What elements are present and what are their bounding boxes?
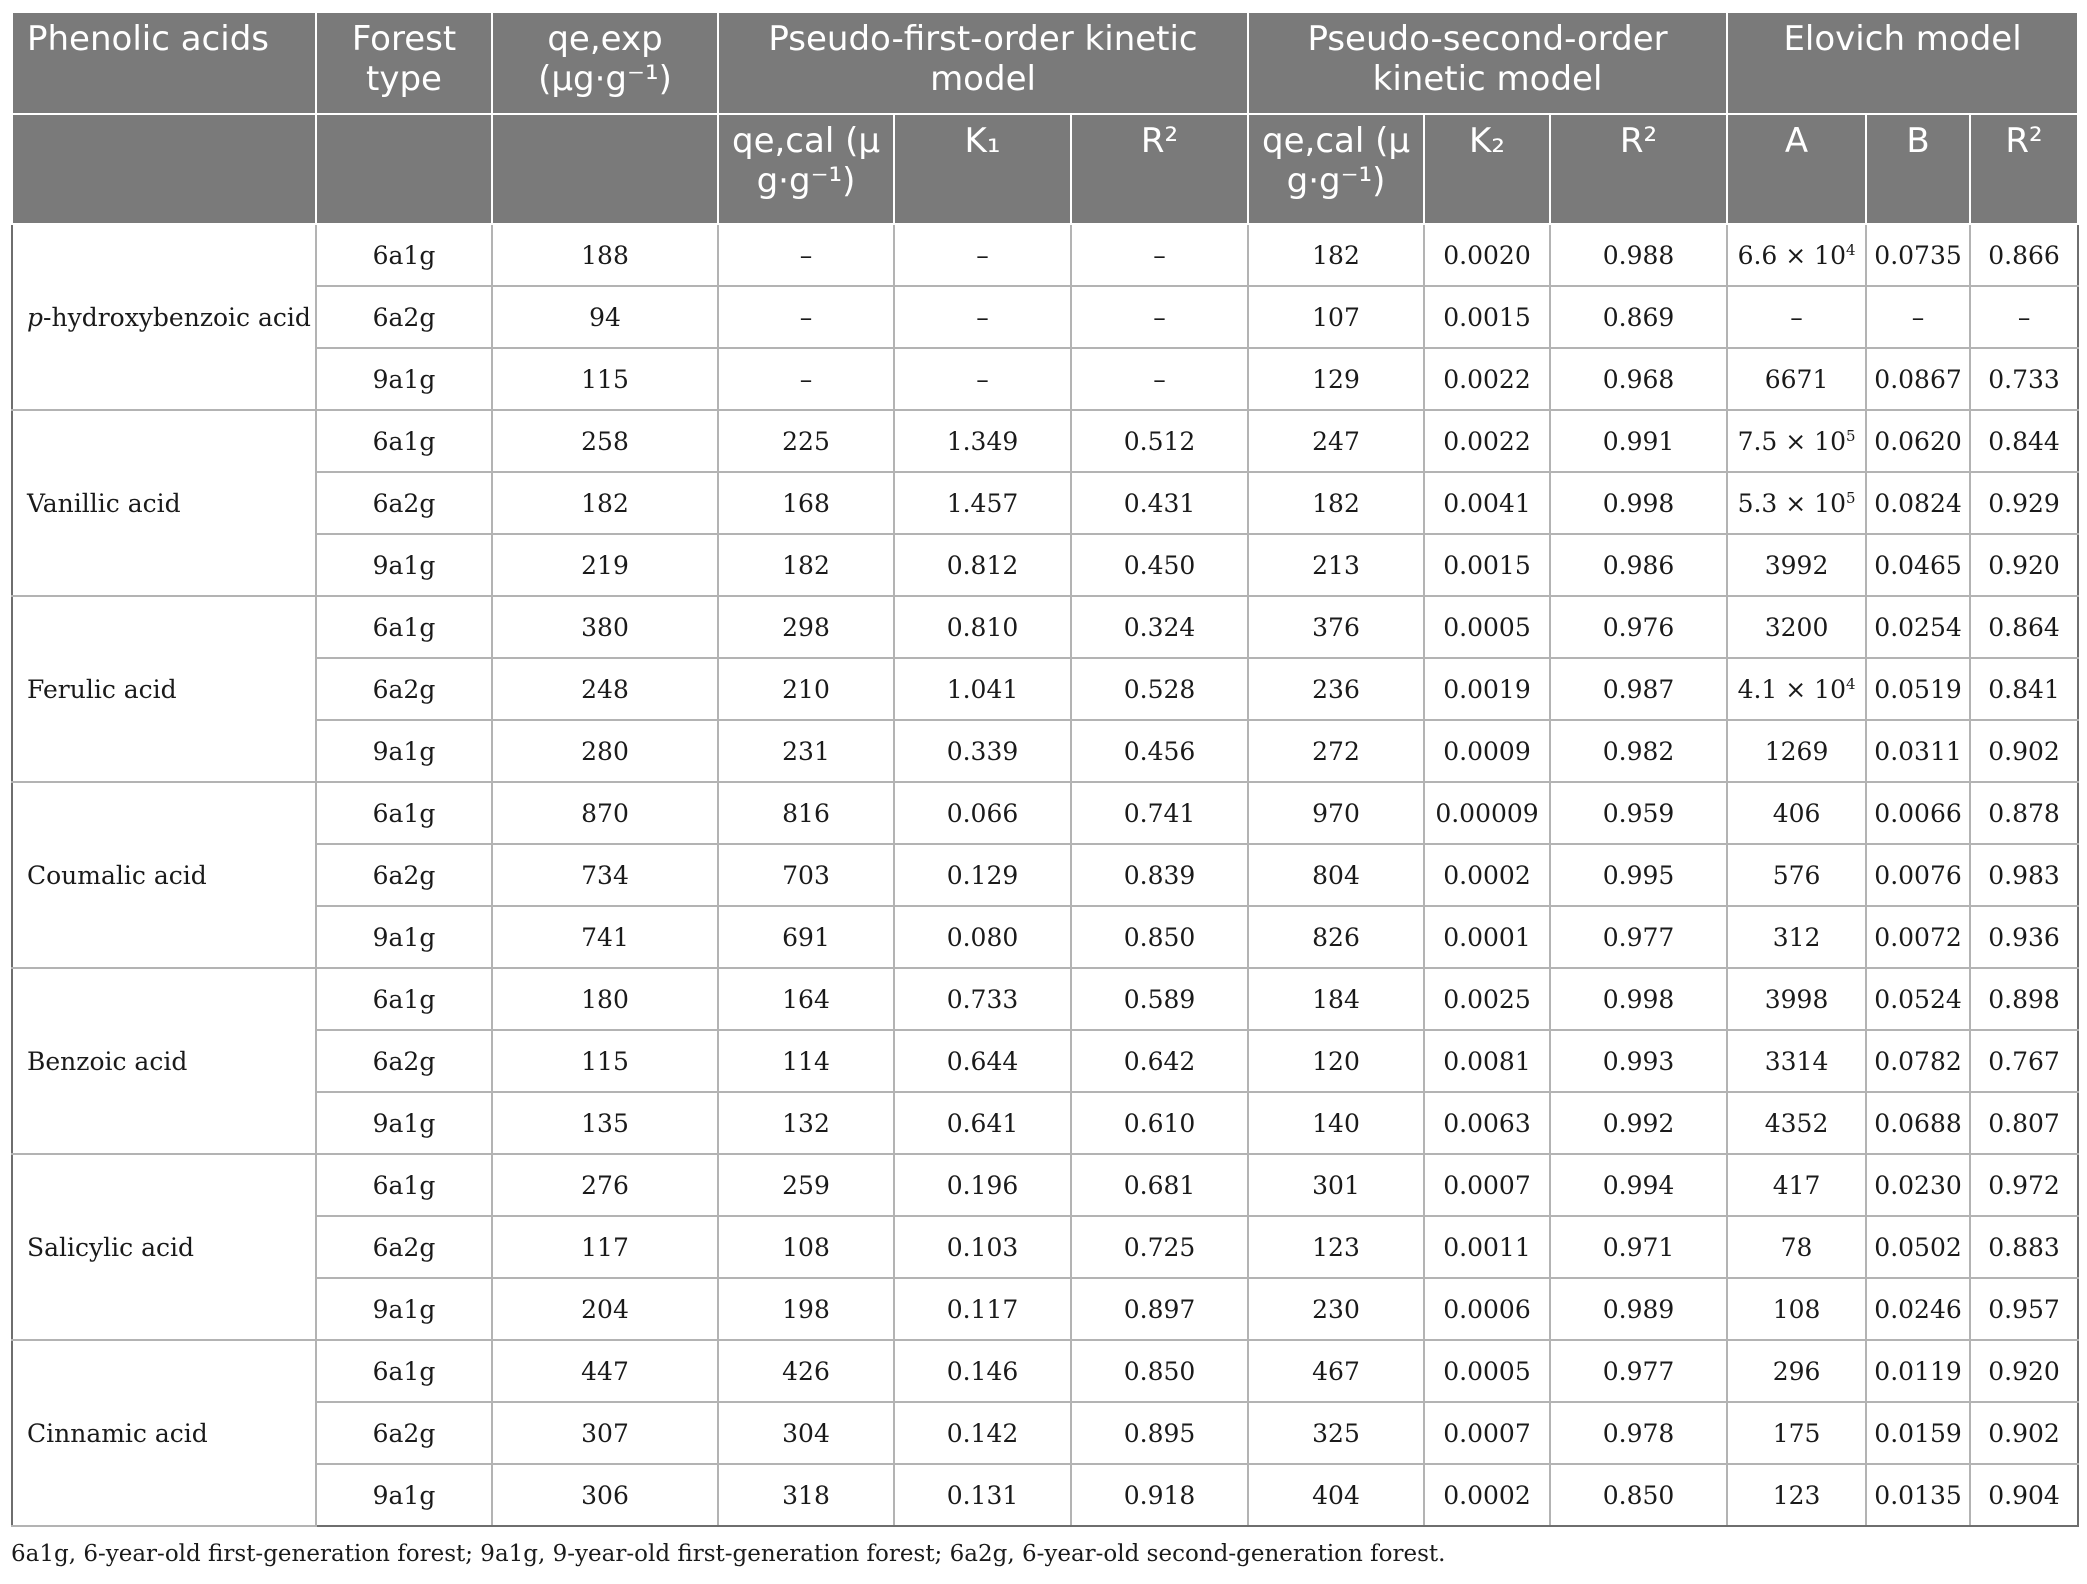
table-row xyxy=(12,1154,2078,1216)
cell-b: 0.0524 xyxy=(1866,968,1970,1030)
table-row xyxy=(12,720,2078,782)
cell-k1: 0.644 xyxy=(894,1030,1071,1092)
cell-qe-exp: 380 xyxy=(492,596,718,658)
cell-b: 0.0502 xyxy=(1866,1216,1970,1278)
cell-b: 0.0824 xyxy=(1866,472,1970,534)
cell-k1: 0.196 xyxy=(894,1154,1071,1216)
header-pso-r2: R² xyxy=(1550,114,1727,224)
cell-pso-qe: 826 xyxy=(1248,906,1424,968)
cell-el-r2: 0.878 xyxy=(1970,782,2078,844)
cell-qe-exp: 188 xyxy=(492,224,718,286)
cell-k1: 0.641 xyxy=(894,1092,1071,1154)
cell-a-exponent: 5 xyxy=(1845,426,1856,445)
cell-a-mantissa: 6.6 × 10 xyxy=(1737,240,1846,270)
cell-el-r2: 0.983 xyxy=(1970,844,2078,906)
cell-a: 406 xyxy=(1727,782,1866,844)
cell-pfo-qe: – xyxy=(718,224,894,286)
cell-k2: 0.0002 xyxy=(1424,844,1550,906)
cell-b: 0.0230 xyxy=(1866,1154,1970,1216)
header-pseudo-second-order: Pseudo-second-order kinetic model xyxy=(1248,12,1727,114)
cell-pfo-qe: 304 xyxy=(718,1402,894,1464)
cell-pfo-r2: 0.589 xyxy=(1071,968,1248,1030)
cell-a: 6671 xyxy=(1727,348,1866,410)
cell-pso-r2: 0.982 xyxy=(1550,720,1727,782)
cell-k2: 0.0007 xyxy=(1424,1154,1550,1216)
cell-el-r2: 0.807 xyxy=(1970,1092,2078,1154)
cell-pfo-qe: 132 xyxy=(718,1092,894,1154)
table-row xyxy=(12,410,2078,472)
cell-forest-type: 9a1g xyxy=(316,720,492,782)
header-qe-exp: qe,exp (μg·g⁻¹) xyxy=(492,12,718,114)
header-pfo-qe-cal: qe,cal (μ g·g⁻¹) xyxy=(718,114,894,224)
header-blank-1 xyxy=(12,114,316,224)
cell-pso-r2: 0.978 xyxy=(1550,1402,1727,1464)
cell-forest-type: 6a2g xyxy=(316,1402,492,1464)
cell-a-mantissa: 7.5 × 10 xyxy=(1737,426,1846,456)
cell-pso-r2: 0.998 xyxy=(1550,968,1727,1030)
cell-pso-qe: 230 xyxy=(1248,1278,1424,1340)
cell-b: 0.0254 xyxy=(1866,596,1970,658)
cell-qe-exp: 870 xyxy=(492,782,718,844)
cell-pso-qe: 404 xyxy=(1248,1464,1424,1526)
cell-pfo-r2: 0.610 xyxy=(1071,1092,1248,1154)
cell-pfo-r2: 0.839 xyxy=(1071,844,1248,906)
cell-pso-r2: 0.976 xyxy=(1550,596,1727,658)
cell-pfo-qe: 114 xyxy=(718,1030,894,1092)
cell-el-r2: 0.902 xyxy=(1970,720,2078,782)
cell-qe-exp: 219 xyxy=(492,534,718,596)
cell-pfo-qe: 259 xyxy=(718,1154,894,1216)
cell-qe-exp: 182 xyxy=(492,472,718,534)
cell-pso-r2: 0.993 xyxy=(1550,1030,1727,1092)
cell-b: 0.0072 xyxy=(1866,906,1970,968)
cell-pfo-r2: 0.450 xyxy=(1071,534,1248,596)
cell-b: 0.0066 xyxy=(1866,782,1970,844)
cell-pfo-qe: 318 xyxy=(718,1464,894,1526)
cell-a xyxy=(1727,410,1866,472)
cell-pfo-r2: 0.431 xyxy=(1071,472,1248,534)
cell-b: – xyxy=(1866,286,1970,348)
cell-a: 78 xyxy=(1727,1216,1866,1278)
header-blank-3 xyxy=(492,114,718,224)
cell-k2: 0.0011 xyxy=(1424,1216,1550,1278)
cell-k2: 0.0001 xyxy=(1424,906,1550,968)
cell-a: 3998 xyxy=(1727,968,1866,1030)
cell-a-exponent: 5 xyxy=(1845,488,1856,507)
cell-pfo-r2: 0.741 xyxy=(1071,782,1248,844)
table-row xyxy=(12,844,2078,906)
cell-pso-qe: 236 xyxy=(1248,658,1424,720)
cell-el-r2: 0.844 xyxy=(1970,410,2078,472)
cell-a: 175 xyxy=(1727,1402,1866,1464)
cell-forest-type: 6a2g xyxy=(316,1216,492,1278)
cell-pfo-r2: 0.456 xyxy=(1071,720,1248,782)
cell-el-r2: 0.920 xyxy=(1970,1340,2078,1402)
cell-pfo-qe: 691 xyxy=(718,906,894,968)
cell-pfo-r2: 0.897 xyxy=(1071,1278,1248,1340)
cell-pfo-qe: 231 xyxy=(718,720,894,782)
cell-pso-qe: 184 xyxy=(1248,968,1424,1030)
cell-a: 296 xyxy=(1727,1340,1866,1402)
cell-pfo-r2: 0.512 xyxy=(1071,410,1248,472)
cell-pfo-qe: 426 xyxy=(718,1340,894,1402)
cell-k2: 0.0063 xyxy=(1424,1092,1550,1154)
cell-k2: 0.0041 xyxy=(1424,472,1550,534)
cell-pfo-qe: 168 xyxy=(718,472,894,534)
cell-pfo-r2: – xyxy=(1071,348,1248,410)
header-pfo-r2: R² xyxy=(1071,114,1248,224)
cell-k2: 0.0002 xyxy=(1424,1464,1550,1526)
cell-pso-qe: 301 xyxy=(1248,1154,1424,1216)
cell-forest-type: 9a1g xyxy=(316,534,492,596)
cell-k1: 0.080 xyxy=(894,906,1071,968)
cell-pfo-qe: 198 xyxy=(718,1278,894,1340)
cell-pfo-r2: 0.850 xyxy=(1071,906,1248,968)
cell-pfo-r2: 0.918 xyxy=(1071,1464,1248,1526)
cell-k1: 1.041 xyxy=(894,658,1071,720)
cell-k1: 0.812 xyxy=(894,534,1071,596)
cell-el-r2: 0.902 xyxy=(1970,1402,2078,1464)
cell-a-exponent: 4 xyxy=(1845,240,1856,259)
cell-pso-qe: 376 xyxy=(1248,596,1424,658)
cell-k1: 1.457 xyxy=(894,472,1071,534)
cell-pso-r2: 0.977 xyxy=(1550,1340,1727,1402)
cell-el-r2: 0.904 xyxy=(1970,1464,2078,1526)
cell-qe-exp: 115 xyxy=(492,1030,718,1092)
header-phenolic-acids: Phenolic acids xyxy=(12,12,316,114)
cell-k2: 0.0025 xyxy=(1424,968,1550,1030)
cell-k2: 0.0081 xyxy=(1424,1030,1550,1092)
cell-pso-qe: 804 xyxy=(1248,844,1424,906)
cell-k1: 0.339 xyxy=(894,720,1071,782)
cell-el-r2: 0.841 xyxy=(1970,658,2078,720)
cell-qe-exp: 447 xyxy=(492,1340,718,1402)
cell-el-r2: 0.733 xyxy=(1970,348,2078,410)
cell-k2: 0.0022 xyxy=(1424,348,1550,410)
cell-pso-qe: 123 xyxy=(1248,1216,1424,1278)
cell-pfo-r2: 0.681 xyxy=(1071,1154,1248,1216)
cell-pso-r2: 0.986 xyxy=(1550,534,1727,596)
cell-k2: 0.00009 xyxy=(1424,782,1550,844)
cell-b: 0.0867 xyxy=(1866,348,1970,410)
table-footnote: 6a1g, 6-year-old first-generation forest; 9a1g, 9-year-old first-generation forest; 6a2g, 6-year-old second-generation forest. xyxy=(11,1541,1446,1567)
cell-forest-type: 9a1g xyxy=(316,348,492,410)
cell-k2: 0.0020 xyxy=(1424,224,1550,286)
cell-k1: 0.146 xyxy=(894,1340,1071,1402)
table-row xyxy=(12,1216,2078,1278)
cell-k2: 0.0022 xyxy=(1424,410,1550,472)
cell-a: 4352 xyxy=(1727,1092,1866,1154)
cell-b: 0.0735 xyxy=(1866,224,1970,286)
cell-pso-r2: 0.971 xyxy=(1550,1216,1727,1278)
cell-qe-exp: 115 xyxy=(492,348,718,410)
cell-pso-qe: 325 xyxy=(1248,1402,1424,1464)
cell-b: 0.0135 xyxy=(1866,1464,1970,1526)
table-row xyxy=(12,224,2078,286)
cell-forest-type: 6a2g xyxy=(316,844,492,906)
acid-name: Ferulic acid xyxy=(12,596,316,782)
cell-k2: 0.0005 xyxy=(1424,596,1550,658)
cell-b: 0.0311 xyxy=(1866,720,1970,782)
cell-a: 312 xyxy=(1727,906,1866,968)
cell-b: 0.0688 xyxy=(1866,1092,1970,1154)
cell-b: 0.0119 xyxy=(1866,1340,1970,1402)
table-row xyxy=(12,596,2078,658)
acid-name xyxy=(12,224,316,410)
cell-qe-exp: 248 xyxy=(492,658,718,720)
cell-forest-type: 6a1g xyxy=(316,410,492,472)
cell-forest-type: 6a1g xyxy=(316,1154,492,1216)
cell-pfo-qe: 225 xyxy=(718,410,894,472)
table-row xyxy=(12,1278,2078,1340)
cell-qe-exp: 280 xyxy=(492,720,718,782)
cell-pfo-r2: – xyxy=(1071,286,1248,348)
cell-a: 576 xyxy=(1727,844,1866,906)
table-row xyxy=(12,782,2078,844)
cell-pso-r2: 0.959 xyxy=(1550,782,1727,844)
cell-b: 0.0159 xyxy=(1866,1402,1970,1464)
cell-pso-r2: 0.994 xyxy=(1550,1154,1727,1216)
cell-pfo-r2: 0.725 xyxy=(1071,1216,1248,1278)
table-row xyxy=(12,534,2078,596)
cell-qe-exp: 135 xyxy=(492,1092,718,1154)
cell-pso-qe: 467 xyxy=(1248,1340,1424,1402)
kinetics-table xyxy=(11,11,2079,1527)
cell-b: 0.0519 xyxy=(1866,658,1970,720)
acid-name: Cinnamic acid xyxy=(12,1340,316,1526)
cell-pfo-qe: 298 xyxy=(718,596,894,658)
cell-forest-type: 6a2g xyxy=(316,658,492,720)
cell-pso-r2: 0.995 xyxy=(1550,844,1727,906)
cell-k2: 0.0007 xyxy=(1424,1402,1550,1464)
cell-k1: – xyxy=(894,348,1071,410)
cell-pfo-r2: 0.850 xyxy=(1071,1340,1248,1402)
cell-el-r2: 0.972 xyxy=(1970,1154,2078,1216)
cell-pso-r2: 0.968 xyxy=(1550,348,1727,410)
cell-forest-type: 6a1g xyxy=(316,968,492,1030)
cell-k1: 0.810 xyxy=(894,596,1071,658)
cell-k1: 0.131 xyxy=(894,1464,1071,1526)
acid-name-prefix: p xyxy=(27,302,44,332)
cell-pso-qe: 120 xyxy=(1248,1030,1424,1092)
table-row xyxy=(12,1402,2078,1464)
cell-el-r2: 0.883 xyxy=(1970,1216,2078,1278)
cell-b: 0.0465 xyxy=(1866,534,1970,596)
table-row xyxy=(12,906,2078,968)
cell-pfo-qe: 164 xyxy=(718,968,894,1030)
cell-qe-exp: 180 xyxy=(492,968,718,1030)
cell-k1: – xyxy=(894,224,1071,286)
cell-pso-r2: 0.992 xyxy=(1550,1092,1727,1154)
table-row xyxy=(12,1464,2078,1526)
cell-pso-qe: 129 xyxy=(1248,348,1424,410)
cell-a: 3992 xyxy=(1727,534,1866,596)
cell-a xyxy=(1727,224,1866,286)
cell-pfo-qe: 816 xyxy=(718,782,894,844)
cell-b: 0.0620 xyxy=(1866,410,1970,472)
table-row xyxy=(12,1340,2078,1402)
acid-name: Salicylic acid xyxy=(12,1154,316,1340)
cell-qe-exp: 306 xyxy=(492,1464,718,1526)
header-pseudo-first-order: Pseudo-first-order kinetic model xyxy=(718,12,1248,114)
header-k1: K₁ xyxy=(894,114,1071,224)
header-forest-type: Forest type xyxy=(316,12,492,114)
acid-name: Vanillic acid xyxy=(12,410,316,596)
cell-forest-type: 9a1g xyxy=(316,906,492,968)
cell-pfo-qe: 703 xyxy=(718,844,894,906)
cell-forest-type: 6a2g xyxy=(316,472,492,534)
header-k2: K₂ xyxy=(1424,114,1550,224)
header-elovich-b: B xyxy=(1866,114,1970,224)
cell-el-r2: 0.864 xyxy=(1970,596,2078,658)
table-row xyxy=(12,472,2078,534)
cell-el-r2: 0.767 xyxy=(1970,1030,2078,1092)
cell-forest-type: 6a2g xyxy=(316,286,492,348)
header-pso-qe-cal: qe,cal (μ g·g⁻¹) xyxy=(1248,114,1424,224)
table-row xyxy=(12,658,2078,720)
cell-qe-exp: 258 xyxy=(492,410,718,472)
cell-k2: 0.0015 xyxy=(1424,534,1550,596)
cell-a: 3200 xyxy=(1727,596,1866,658)
cell-a-mantissa: 4.1 × 10 xyxy=(1737,674,1846,704)
cell-forest-type: 6a1g xyxy=(316,1340,492,1402)
cell-pfo-qe: 210 xyxy=(718,658,894,720)
cell-forest-type: 6a1g xyxy=(316,224,492,286)
cell-k2: 0.0009 xyxy=(1424,720,1550,782)
cell-el-r2: – xyxy=(1970,286,2078,348)
cell-pfo-r2: – xyxy=(1071,224,1248,286)
cell-pso-qe: 182 xyxy=(1248,224,1424,286)
cell-pso-r2: 0.989 xyxy=(1550,1278,1727,1340)
cell-k1: 1.349 xyxy=(894,410,1071,472)
cell-pso-qe: 970 xyxy=(1248,782,1424,844)
cell-el-r2: 0.898 xyxy=(1970,968,2078,1030)
cell-pso-r2: 0.998 xyxy=(1550,472,1727,534)
cell-pfo-qe: 108 xyxy=(718,1216,894,1278)
cell-forest-type: 6a1g xyxy=(316,782,492,844)
header-elovich-r2: R² xyxy=(1970,114,2078,224)
cell-el-r2: 0.936 xyxy=(1970,906,2078,968)
cell-pfo-r2: 0.642 xyxy=(1071,1030,1248,1092)
cell-qe-exp: 117 xyxy=(492,1216,718,1278)
cell-k1: 0.066 xyxy=(894,782,1071,844)
cell-a-mantissa: 5.3 × 10 xyxy=(1737,488,1846,518)
cell-b: 0.0246 xyxy=(1866,1278,1970,1340)
cell-qe-exp: 741 xyxy=(492,906,718,968)
cell-k1: 0.142 xyxy=(894,1402,1071,1464)
cell-pfo-r2: 0.528 xyxy=(1071,658,1248,720)
acid-name: Coumalic acid xyxy=(12,782,316,968)
cell-a xyxy=(1727,658,1866,720)
cell-pso-qe: 107 xyxy=(1248,286,1424,348)
cell-k2: 0.0019 xyxy=(1424,658,1550,720)
cell-qe-exp: 94 xyxy=(492,286,718,348)
cell-pso-qe: 140 xyxy=(1248,1092,1424,1154)
cell-pso-r2: 0.850 xyxy=(1550,1464,1727,1526)
header-elovich: Elovich model xyxy=(1727,12,2078,114)
cell-pfo-qe: 182 xyxy=(718,534,894,596)
cell-pso-qe: 272 xyxy=(1248,720,1424,782)
cell-qe-exp: 734 xyxy=(492,844,718,906)
cell-k1: 0.733 xyxy=(894,968,1071,1030)
cell-k1: 0.103 xyxy=(894,1216,1071,1278)
cell-el-r2: 0.866 xyxy=(1970,224,2078,286)
cell-a: 123 xyxy=(1727,1464,1866,1526)
table-row xyxy=(12,286,2078,348)
table-row xyxy=(12,1092,2078,1154)
table-row xyxy=(12,1030,2078,1092)
header-elovich-a: A xyxy=(1727,114,1866,224)
cell-k1: – xyxy=(894,286,1071,348)
cell-a-exponent: 4 xyxy=(1845,674,1856,693)
acid-name: Benzoic acid xyxy=(12,968,316,1154)
cell-b: 0.0076 xyxy=(1866,844,1970,906)
cell-k2: 0.0015 xyxy=(1424,286,1550,348)
cell-k2: 0.0006 xyxy=(1424,1278,1550,1340)
acid-name-rest: -hydroxybenzoic acid xyxy=(43,302,311,332)
cell-pso-r2: 0.991 xyxy=(1550,410,1727,472)
cell-forest-type: 9a1g xyxy=(316,1464,492,1526)
cell-k1: 0.117 xyxy=(894,1278,1071,1340)
cell-el-r2: 0.929 xyxy=(1970,472,2078,534)
cell-pfo-r2: 0.324 xyxy=(1071,596,1248,658)
cell-b: 0.0782 xyxy=(1866,1030,1970,1092)
table-row xyxy=(12,968,2078,1030)
cell-forest-type: 9a1g xyxy=(316,1092,492,1154)
cell-qe-exp: 307 xyxy=(492,1402,718,1464)
cell-pso-r2: 0.987 xyxy=(1550,658,1727,720)
cell-forest-type: 9a1g xyxy=(316,1278,492,1340)
table-row xyxy=(12,348,2078,410)
cell-qe-exp: 276 xyxy=(492,1154,718,1216)
cell-a: 108 xyxy=(1727,1278,1866,1340)
cell-forest-type: 6a2g xyxy=(316,1030,492,1092)
cell-a: 1269 xyxy=(1727,720,1866,782)
cell-pso-qe: 213 xyxy=(1248,534,1424,596)
cell-pfo-r2: 0.895 xyxy=(1071,1402,1248,1464)
cell-a: 417 xyxy=(1727,1154,1866,1216)
cell-k1: 0.129 xyxy=(894,844,1071,906)
cell-el-r2: 0.957 xyxy=(1970,1278,2078,1340)
cell-pso-r2: 0.977 xyxy=(1550,906,1727,968)
header-blank-2 xyxy=(316,114,492,224)
cell-el-r2: 0.920 xyxy=(1970,534,2078,596)
cell-pfo-qe: – xyxy=(718,286,894,348)
cell-a xyxy=(1727,472,1866,534)
cell-pso-qe: 247 xyxy=(1248,410,1424,472)
cell-a: – xyxy=(1727,286,1866,348)
cell-qe-exp: 204 xyxy=(492,1278,718,1340)
cell-pso-r2: 0.869 xyxy=(1550,286,1727,348)
cell-a: 3314 xyxy=(1727,1030,1866,1092)
cell-pfo-qe: – xyxy=(718,348,894,410)
cell-pso-r2: 0.988 xyxy=(1550,224,1727,286)
cell-forest-type: 6a1g xyxy=(316,596,492,658)
cell-k2: 0.0005 xyxy=(1424,1340,1550,1402)
cell-pso-qe: 182 xyxy=(1248,472,1424,534)
